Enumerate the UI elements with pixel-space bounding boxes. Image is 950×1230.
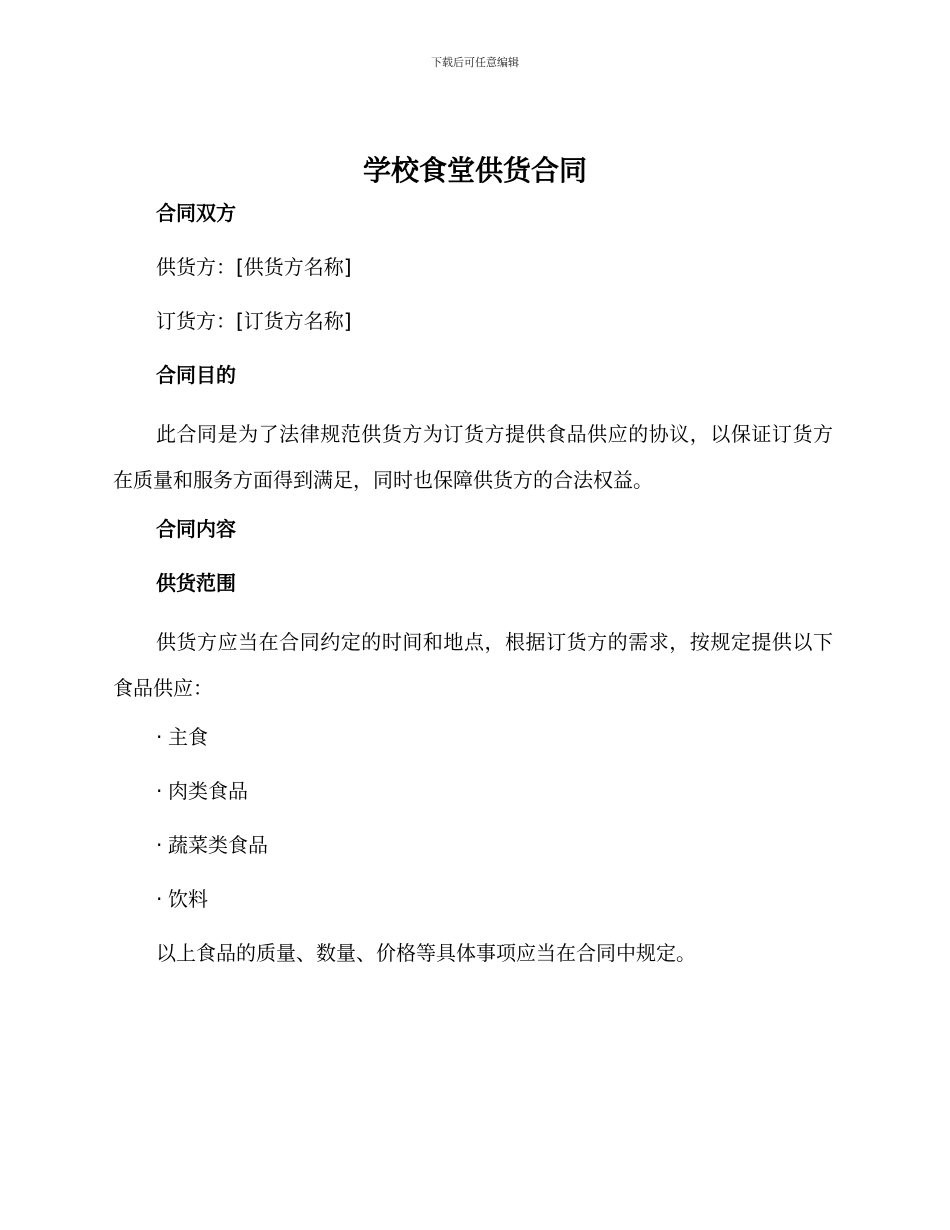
purpose-heading: 合同目的 — [156, 363, 236, 387]
list-item — [113, 881, 833, 935]
parties-heading: 合同双方 — [156, 201, 236, 225]
bullet-icon: · — [156, 779, 163, 803]
list-item — [113, 827, 833, 881]
buyer-line: 订货方：[订货方名称] — [156, 309, 352, 333]
content-heading: 合同内容 — [156, 517, 236, 541]
bullet-icon: · — [156, 725, 163, 749]
closing-paragraph: 以上食品的质量、数量、价格等具体事项应当在合同中规定。 — [156, 941, 696, 965]
document-title: 学校食堂供货合同 — [362, 154, 587, 187]
bullet-icon: · — [156, 887, 163, 911]
list-item-label: 蔬菜类食品 — [168, 833, 268, 857]
list-item — [113, 719, 833, 773]
list-item-label: 主食 — [168, 725, 208, 749]
scope-paragraph: 供货方应当在合同约定的时间和地点，根据订货方的需求，按规定提供以下食品供应： — [113, 630, 833, 700]
bullet-icon: · — [156, 833, 163, 857]
supplier-line: 供货方：[供货方名称] — [156, 255, 352, 279]
header-note: 下载后可任意编辑 — [431, 56, 519, 69]
list-item-label: 饮料 — [168, 887, 208, 911]
list-item — [113, 773, 833, 827]
purpose-paragraph: 此合同是为了法律规范供货方为订货方提供食品供应的协议，以保证订货方在质量和服务方面得到满足，同时也保障供货方的合法权益。 — [113, 422, 833, 492]
scope-heading: 供货范围 — [156, 571, 236, 595]
document-body — [113, 195, 833, 989]
list-item-label: 肉类食品 — [168, 779, 248, 803]
